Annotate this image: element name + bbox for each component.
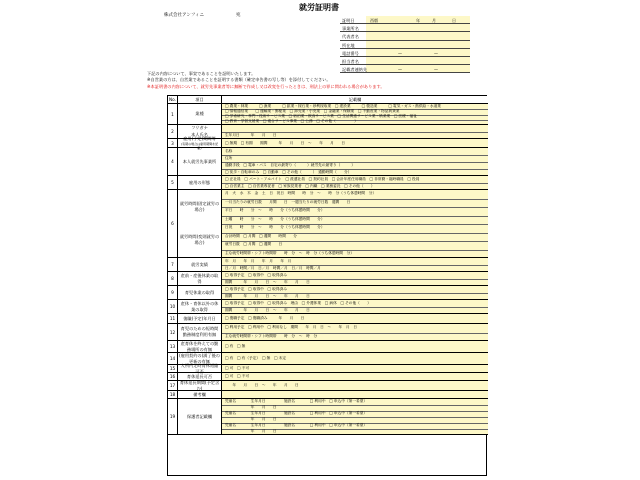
- row-content-line: 平日 時 分 ～ 時 分（うち休憩時間 分）: [225, 208, 325, 213]
- row-item-label: 保護者記載欄: [178, 399, 222, 434]
- row-number: 13: [168, 341, 178, 352]
- certifier-row: [340, 65, 470, 73]
- row-number: 9: [168, 286, 178, 299]
- row-content-line: □ 情報通信業 □ 運輸業・郵便業 □ 卸売業・小売業 □ 金融業・保険業 □ 不動産業・物品賃貸業: [225, 108, 400, 113]
- certifier-row: [340, 49, 470, 57]
- table-row: [168, 272, 488, 286]
- row-number: 11: [168, 314, 178, 323]
- certifier-input[interactable]: [366, 65, 470, 72]
- page-title: 就労証明書: [299, 3, 339, 12]
- certifier-unit: —: [398, 50, 402, 56]
- row-item-label: 産育休を終えての勤務場所の有無: [178, 341, 222, 352]
- certifier-input[interactable]: [366, 57, 470, 64]
- row-content[interactable]: [222, 148, 488, 175]
- row-item-label: 業種: [178, 104, 222, 124]
- row-content[interactable]: [222, 373, 488, 380]
- certifier-label: 担当者名: [342, 58, 359, 64]
- row-content-line: 年 月 日: [225, 417, 277, 421]
- intro-warning: ※本証明書の内容について、就労先事業者等に無断で作成し又は改変を行ったときは、刑法上の罪に問われる場合があります。: [147, 84, 385, 89]
- table-row: [168, 104, 488, 125]
- row-number: 18: [168, 391, 178, 398]
- row-content-line: 年 月 日: [225, 405, 277, 409]
- row-content[interactable]: [222, 190, 488, 257]
- table-row: [168, 341, 488, 353]
- row-content-line: 児童名 生年月日 施設名 □ 利用中 □ 申込中（第一希望）: [225, 399, 368, 403]
- row-content-line: 月 火 水 木 金 土 日 祝日 時間 時 分 ～ 時 分（うち休憩時間 分）: [225, 191, 377, 196]
- row-content[interactable]: [222, 391, 488, 398]
- row-content[interactable]: [222, 272, 488, 285]
- col-no-header: No.: [168, 96, 178, 103]
- certifier-row: [340, 16, 470, 24]
- certifier-unit: 年: [416, 18, 420, 23]
- row-content-line: □ 教育・学習支援業 □ 複合サービス事業 □ 公務 □ その他（ ）: [225, 119, 358, 124]
- row-content-line: □ 可 □ 不可: [225, 374, 250, 378]
- row-item-label: 育児休業の取得: [178, 286, 222, 299]
- row-number: 10: [168, 300, 178, 313]
- certifier-row: [340, 24, 470, 32]
- intro-line-2: ※自営業の方は、自営業であることを証明する書類（確定申告書の写し等）を添付してください。: [147, 77, 331, 82]
- row-content[interactable]: [222, 365, 488, 372]
- row-content-line: □ 無期 □ 有期 期間 年 月 日 ～ 年 月 日: [225, 140, 345, 145]
- row-content-line: 名称: [225, 148, 233, 153]
- certifier-label: 所在地: [342, 42, 355, 48]
- certifier-label: 証明日: [342, 18, 355, 23]
- row-content[interactable]: [222, 341, 488, 352]
- row-content-line: 日祝 時 分 ～ 時 分（うち休憩時間 分）: [225, 225, 325, 230]
- row-content-line: □ 有 □ 無: [225, 344, 246, 348]
- row-content[interactable]: [222, 324, 488, 340]
- table-row: [168, 391, 488, 399]
- row-content[interactable]: [222, 314, 488, 323]
- row-content[interactable]: [222, 399, 488, 434]
- row-number: 12: [168, 324, 178, 340]
- certifier-input[interactable]: [366, 32, 470, 39]
- row-content-line: 年 月 日 ～ 年 月 日: [225, 383, 299, 387]
- row-number: 1: [168, 104, 178, 124]
- row-content-line: □ 農業・林業 □ 漁業 □ 鉱業・採石業・砂利採取業 □ 建設業 □ 製造業 □ 電気・ガス・熱供給・水道業: [225, 104, 441, 108]
- row-item-label: 産前・産後休業の取得: [178, 272, 222, 285]
- row-item-label: 入所内定時育休短縮可否: [178, 365, 222, 372]
- certifier-row: [340, 32, 470, 40]
- row-number: 8: [168, 272, 178, 285]
- table-row: [168, 300, 488, 314]
- table-row: [168, 176, 488, 190]
- certificate-table: [167, 95, 487, 476]
- row-content-line: 日／月 時間／月 日／月 時間／月 日／月 時間／月: [225, 265, 321, 270]
- table-row: [168, 324, 488, 341]
- row-content-line: 期間 年 月 日 ～ 年 月 日: [225, 293, 310, 298]
- certifier-unit: —: [398, 67, 402, 73]
- table-row: [168, 258, 488, 272]
- row-content-line: 期間 年 月 日 ～ 年 月 日: [225, 279, 310, 284]
- certifier-unit: 月: [432, 18, 436, 23]
- row-number: 5: [168, 176, 178, 189]
- row-item-label: 産休・育休以外の休業の取得: [178, 300, 222, 313]
- row-content-line: 児童名 生年月日 施設名 □ 利用中 □ 申込中（第一希望）: [225, 423, 368, 427]
- intro-line-1: 下記の内容について、事実であることを証明いたします。: [147, 71, 256, 76]
- row-content-line: □ 取得予定 □ 取得中 □ 取得済み: [225, 286, 287, 291]
- certifier-row: [340, 57, 470, 65]
- certifier-label: 代表者名: [342, 34, 359, 40]
- certifier-input[interactable]: [366, 24, 470, 31]
- certifier-label: 事業所名: [342, 26, 359, 32]
- table-row: [168, 148, 488, 176]
- row-content[interactable]: [222, 353, 488, 364]
- row-content-line: 児童名 生年月日 施設名 □ 利用中 □ 申込中（第一希望）: [225, 411, 368, 415]
- table-row: [168, 136, 488, 150]
- row-content-line: □ 正社員 □ パート・アルバイト □ 派遣社員 □ 契約社員 □ 会計年度任用職員 □ 非常勤・臨時職員 □ 役員: [225, 176, 420, 181]
- row-item-label: 本人就労先事業所: [178, 148, 222, 175]
- row-item-label: 育休延長期間(予定含む): [178, 381, 222, 390]
- row-content-line: 合計時間 □ 月間 □ 週間 時間 分: [225, 233, 297, 238]
- row-content-line: 通勤手段 □ 電車・バス 自宅の最寄り（ ）就労先の最寄り（ ）: [225, 162, 356, 167]
- certifier-input[interactable]: [366, 41, 470, 48]
- row-number: 3: [168, 139, 178, 147]
- row-number: 16: [168, 373, 178, 380]
- col-content-header: 記載欄: [222, 96, 488, 103]
- row-content[interactable]: [222, 258, 488, 271]
- row-content[interactable]: [222, 139, 488, 147]
- row-content-line: 期間 年 月 日 ～ 年 月 日: [225, 307, 310, 312]
- certifier-label: 電話番号: [342, 50, 359, 56]
- row-item-sub: (有期の場合は雇用期間を記載): [180, 142, 219, 150]
- row-content-line: □ 学術研究・専門・技術サービス業 □ 宿泊業・飲食サービス業 □ 生活関連サービス業・娯楽業 □ 医療・福祉: [225, 114, 417, 119]
- table-row: [168, 362, 488, 374]
- certifier-input[interactable]: [366, 49, 470, 56]
- row-item-label-bottom: 就労時間(変則就労の場合): [179, 234, 220, 246]
- row-content-line: □ 徒歩・自転車のみ □ 自動車 □ その他（ ） 通勤時間（ 分）: [225, 169, 352, 174]
- row-content[interactable]: [222, 125, 488, 138]
- row-content-line: □ 取得予定 □ 取得中 □ 取得済み: [225, 272, 287, 277]
- row-number: 17: [168, 381, 178, 390]
- row-content[interactable]: [222, 104, 488, 124]
- certifier-unit: —: [434, 50, 438, 56]
- row-item-label: 復職(予定)年月日: [178, 314, 222, 323]
- certifier-unit: —: [434, 67, 438, 73]
- row-item-label: 育休延長可否: [178, 373, 222, 380]
- addressee: 株式会社アンフィニ: [164, 13, 204, 18]
- row-content-line: □ 利用予定 □ 利用中 □ 利用なし 期間 年 月 日 ～ 年 月 日: [225, 325, 357, 330]
- row-number: 7: [168, 258, 178, 271]
- row-content-line: 一月当たりの就労日数 月間 日 一週当たりの就労日数 週間 日: [225, 199, 351, 204]
- row-item-label: 雇用の形態: [178, 176, 222, 189]
- certifier-block: [340, 16, 470, 73]
- row-content-line: 住所: [225, 155, 233, 160]
- row-number: 2: [168, 125, 178, 138]
- row-item-label: [178, 136, 222, 150]
- row-number: 19: [168, 399, 178, 434]
- row-item-label: (雇用契約の)満了後の更新の有無: [178, 353, 222, 364]
- row-content-line: 年 月 年 月 年 月 年 月: [225, 258, 292, 263]
- row-number: 14: [168, 353, 178, 364]
- row-content-line: 生年月日 年 月 日: [225, 132, 277, 137]
- row-content[interactable]: [222, 381, 488, 390]
- row-item-label-top: フリガナ: [191, 125, 208, 131]
- honorific: 宛: [236, 13, 241, 18]
- row-content-line: □ 可 □ 不可: [225, 366, 250, 370]
- row-content-line: 土曜 時 分 ～ 時 分（うち休憩時間 分）: [225, 216, 325, 221]
- row-item-label: [178, 190, 222, 257]
- table-row: [168, 190, 488, 258]
- row-item-label-bottom: 本人氏名: [191, 131, 208, 137]
- table-header-row: [168, 96, 488, 104]
- row-item-label: 育児のための短時間勤務制度利用有無: [178, 324, 222, 340]
- certifier-row: [340, 41, 470, 49]
- row-number: 6: [168, 190, 178, 257]
- table-row: [168, 381, 488, 391]
- row-content-line: □ 取得予定 □ 取得中 □ 取得済み 理由 □ 介護休業 □ 病休 □ その他（ ）: [225, 300, 371, 305]
- row-content-line: 主な就労時間帯・シフト時間帯 時 分 ～ 時 分: [225, 333, 318, 338]
- certifier-label: 記載者連絡先: [342, 67, 368, 73]
- row-content-line: 主な就労時間帯・シフト時間帯 時 分 ～ 時 分（うち休憩時間 分）: [225, 250, 355, 255]
- certifier-unit: 日: [452, 18, 456, 23]
- row-content-line: □ 有 □ 有（予定） □ 無 □ 未定: [225, 356, 287, 360]
- row-divider: [222, 155, 488, 156]
- col-item-header: 項目: [178, 96, 222, 103]
- row-content-line: □ 復職予定 □ 復職済み 年 月 日: [225, 316, 305, 320]
- row-number: 4: [168, 148, 178, 175]
- row-content[interactable]: [222, 176, 488, 189]
- row-content-line: 就労日数 □ 月間 □ 週間 日: [225, 242, 283, 247]
- certifier-unit: 西暦: [370, 18, 378, 23]
- row-item-label-top: 就労時間(固定就労の場合): [179, 200, 220, 212]
- row-item-label: 就労実績: [178, 258, 222, 271]
- table-row: [168, 125, 488, 139]
- row-item-main: 雇用(予定)期間等: [183, 136, 216, 141]
- row-content[interactable]: [222, 286, 488, 299]
- row-number: 15: [168, 365, 178, 372]
- table-row: [168, 399, 488, 435]
- row-content-line: □ 自営業主 □ 自営業専従者 □ 家族従業者 □ 内職 □ 業務委託 □ その他（ ）: [225, 183, 375, 188]
- row-item-label: 備考欄: [178, 391, 222, 398]
- table-row: [168, 286, 488, 300]
- row-content-line: 年 月 日: [225, 429, 277, 433]
- table-row: [168, 314, 488, 324]
- row-content[interactable]: [222, 300, 488, 313]
